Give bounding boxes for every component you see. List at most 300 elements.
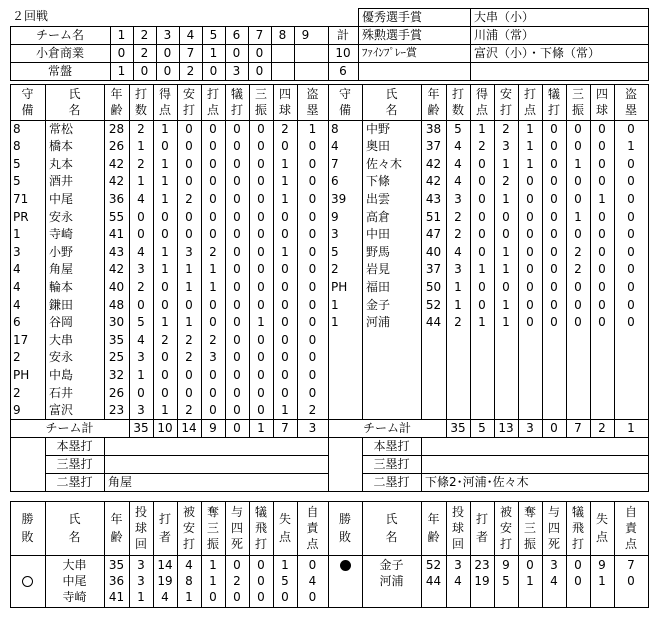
inning-header: 9 bbox=[301, 28, 310, 42]
player-age: 41 bbox=[108, 227, 125, 241]
header-char: 飛 bbox=[571, 521, 584, 535]
header-char: 盗 bbox=[306, 87, 319, 101]
pitcher-name: 寺崎 bbox=[62, 590, 87, 604]
player-stat: 1 bbox=[574, 157, 582, 171]
player-stat: 2 bbox=[185, 350, 193, 364]
column-header bbox=[566, 84, 590, 120]
team-total-stat: 0 bbox=[550, 421, 558, 435]
extra-hit-value bbox=[104, 455, 328, 473]
team-total-stat: 5 bbox=[478, 421, 486, 435]
player-stat: 0 bbox=[598, 245, 606, 259]
player-stat: 1 bbox=[502, 245, 510, 259]
player-position: 2 bbox=[13, 386, 21, 400]
award-value: 富沢（小）・下條（常） bbox=[474, 46, 601, 60]
column-header bbox=[328, 501, 362, 555]
extra-hit-label: 本塁打 bbox=[56, 439, 93, 453]
header-char: 飛 bbox=[254, 521, 267, 535]
header-char: 年 bbox=[110, 87, 123, 101]
player-stat: 0 bbox=[209, 174, 217, 188]
player-stat: 2 bbox=[209, 245, 217, 259]
player-name: 高倉 bbox=[366, 210, 391, 224]
inning-score: 0 bbox=[255, 64, 264, 78]
pitcher-stat: 0 bbox=[574, 574, 582, 588]
header-char: 点 bbox=[523, 103, 536, 117]
column-header bbox=[249, 84, 273, 120]
player-age: 38 bbox=[425, 122, 442, 136]
inning-header: 3 bbox=[163, 28, 172, 42]
header-char: 名 bbox=[68, 103, 81, 117]
extra-hit-value bbox=[104, 437, 328, 455]
player-position: 8 bbox=[331, 122, 339, 136]
player-stat: 0 bbox=[209, 157, 217, 171]
team-name: 常盤 bbox=[47, 64, 72, 78]
player-stat: 4 bbox=[137, 333, 145, 347]
player-age: 51 bbox=[425, 210, 442, 224]
player-position: 5 bbox=[13, 157, 21, 171]
header-char: 打 bbox=[499, 537, 512, 551]
inning-score: 0 bbox=[232, 46, 241, 60]
player-name: 河浦 bbox=[366, 315, 391, 329]
player-stat: 1 bbox=[185, 280, 193, 294]
player-position: 39 bbox=[331, 192, 347, 206]
header-char: 者 bbox=[158, 530, 171, 544]
team-total-stat: 35 bbox=[450, 421, 466, 435]
player-stat: 0 bbox=[550, 122, 558, 136]
column-header bbox=[225, 501, 249, 555]
header-char: 点 bbox=[624, 537, 637, 551]
header-char: 打 bbox=[571, 537, 584, 551]
header-char: 死 bbox=[230, 537, 243, 551]
header-char: 三 bbox=[571, 87, 584, 101]
header-char: 点 bbox=[306, 537, 319, 551]
rule-line bbox=[225, 419, 226, 438]
player-name: 安永 bbox=[49, 210, 74, 224]
player-name: 大串 bbox=[49, 333, 74, 347]
player-stat: 1 bbox=[281, 174, 289, 188]
player-stat: 0 bbox=[627, 280, 635, 294]
rule-line bbox=[446, 419, 447, 438]
pitcher-stat: 0 bbox=[627, 574, 635, 588]
player-stat: 0 bbox=[209, 122, 217, 136]
header-char: 安 bbox=[182, 87, 195, 101]
player-position: 8 bbox=[13, 139, 21, 153]
team-total-stat: 10 bbox=[157, 421, 173, 435]
player-stat: 2 bbox=[574, 245, 582, 259]
team-total: 10 bbox=[335, 46, 351, 60]
player-stat: 1 bbox=[454, 298, 462, 312]
player-stat: 0 bbox=[308, 139, 317, 153]
player-name: 奥田 bbox=[366, 139, 391, 153]
player-stat: 0 bbox=[257, 157, 265, 171]
header-char: 名 bbox=[385, 103, 398, 117]
column-header bbox=[297, 501, 328, 555]
player-stat: 0 bbox=[233, 157, 241, 171]
player-position: 4 bbox=[331, 139, 339, 153]
pitcher-stat: 0 bbox=[209, 590, 217, 604]
header-char: 与 bbox=[547, 505, 560, 519]
player-stat: 0 bbox=[598, 262, 606, 276]
header-char: 犠 bbox=[230, 87, 243, 101]
player-age: 37 bbox=[425, 262, 442, 276]
player-stat: 4 bbox=[137, 245, 145, 259]
header-char: 守 bbox=[21, 87, 34, 101]
player-age: 23 bbox=[108, 403, 125, 417]
header-char: 被 bbox=[182, 505, 195, 519]
column-header bbox=[129, 501, 153, 555]
inning-score bbox=[294, 44, 317, 62]
player-stat: 1 bbox=[257, 315, 265, 329]
rule-line bbox=[273, 419, 274, 438]
header-char: 数 bbox=[451, 103, 464, 117]
header-char: 球 bbox=[595, 103, 608, 117]
player-name: 中田 bbox=[366, 227, 391, 241]
inning-score: 2 bbox=[140, 46, 149, 60]
player-age: 42 bbox=[108, 174, 125, 188]
player-stat: 0 bbox=[209, 386, 217, 400]
player-stat: 3 bbox=[454, 262, 462, 276]
column-header bbox=[362, 501, 421, 555]
pitcher-stat: 1 bbox=[209, 558, 217, 572]
pitcher-stat: 23 bbox=[474, 558, 490, 572]
header-char: 得 bbox=[475, 87, 488, 101]
pitcher-age: 44 bbox=[425, 574, 442, 588]
header-char: 数 bbox=[134, 103, 147, 117]
player-stat: 0 bbox=[526, 192, 534, 206]
player-stat: 0 bbox=[627, 174, 635, 188]
team-name: 小倉商業 bbox=[35, 46, 84, 60]
column-header bbox=[494, 501, 518, 555]
player-stat: 0 bbox=[233, 280, 241, 294]
player-stat: 0 bbox=[137, 210, 145, 224]
header-char: 失 bbox=[595, 512, 608, 526]
rule-line bbox=[297, 419, 298, 438]
pitcher-stat: 19 bbox=[474, 574, 490, 588]
player-stat: 1 bbox=[281, 245, 289, 259]
player-name: 酒井 bbox=[49, 174, 74, 188]
player-stat: 0 bbox=[627, 298, 635, 312]
extra-hit-label: 二塁打 bbox=[56, 475, 93, 489]
player-stat: 0 bbox=[137, 298, 145, 312]
player-stat: 0 bbox=[308, 315, 317, 329]
column-header bbox=[446, 501, 470, 555]
inning-header: 7 bbox=[255, 28, 264, 42]
player-age: 44 bbox=[425, 315, 442, 329]
extra-hit-value bbox=[421, 437, 648, 455]
pitcher-stat: 9 bbox=[598, 558, 606, 572]
player-age: 37 bbox=[425, 139, 442, 153]
player-stat: 1 bbox=[137, 368, 145, 382]
player-age: 47 bbox=[425, 227, 442, 241]
player-stat: 1 bbox=[137, 139, 145, 153]
player-age: 42 bbox=[108, 262, 125, 276]
player-stat: 0 bbox=[233, 245, 241, 259]
header-char: 被 bbox=[499, 505, 512, 519]
result-cell bbox=[328, 573, 362, 589]
pitcher-age: 52 bbox=[425, 558, 442, 572]
inning-score: 0 bbox=[209, 64, 218, 78]
player-stat: 0 bbox=[281, 368, 289, 382]
pitcher-stat: 2 bbox=[233, 574, 241, 588]
pitcher-stat: 1 bbox=[526, 574, 534, 588]
round-title: ２回戦 bbox=[12, 9, 49, 23]
rule-line bbox=[518, 419, 519, 438]
player-stat: 0 bbox=[550, 262, 558, 276]
player-stat: 0 bbox=[598, 210, 606, 224]
column-header bbox=[104, 501, 129, 555]
player-stat: 1 bbox=[161, 192, 169, 206]
player-position: 5 bbox=[13, 174, 21, 188]
player-stat: 2 bbox=[454, 227, 462, 241]
header-char: 打 bbox=[547, 103, 560, 117]
player-stat: 0 bbox=[161, 386, 169, 400]
player-stat: 3 bbox=[137, 350, 145, 364]
team-total-stat: 0 bbox=[233, 421, 241, 435]
player-stat: 0 bbox=[257, 192, 265, 206]
header-char: 得 bbox=[158, 87, 171, 101]
player-stat: 0 bbox=[502, 227, 510, 241]
player-stat: 2 bbox=[137, 280, 145, 294]
player-name: 橋本 bbox=[49, 139, 74, 153]
player-stat: 1 bbox=[161, 122, 169, 136]
header-char: 自 bbox=[306, 505, 319, 519]
inning-score: 7 bbox=[186, 46, 195, 60]
team-total-stat: 3 bbox=[526, 421, 534, 435]
header-char: 失 bbox=[278, 512, 291, 526]
player-stat: 1 bbox=[478, 315, 486, 329]
player-stat: 0 bbox=[281, 280, 289, 294]
award-value: 川浦（常） bbox=[474, 28, 535, 42]
rule-line bbox=[201, 419, 202, 438]
team-total-stat: 9 bbox=[209, 421, 217, 435]
rule-line bbox=[10, 607, 649, 608]
pitcher-stat: 4 bbox=[308, 574, 317, 588]
pitcher-stat: 1 bbox=[137, 590, 145, 604]
player-stat: 0 bbox=[137, 386, 145, 400]
pitcher-stat: 0 bbox=[233, 558, 241, 572]
player-stat: 0 bbox=[209, 139, 217, 153]
player-stat: 0 bbox=[257, 403, 265, 417]
award-value: 大串（小） bbox=[474, 10, 535, 24]
player-name: 岩見 bbox=[366, 262, 391, 276]
column-header bbox=[362, 84, 421, 120]
player-stat: 0 bbox=[526, 210, 534, 224]
header-char: 齢 bbox=[110, 103, 123, 117]
total-header: 計 bbox=[336, 28, 349, 42]
player-stat: 0 bbox=[550, 192, 558, 206]
player-stat: 1 bbox=[502, 157, 510, 171]
pitcher-stat: 9 bbox=[502, 558, 510, 572]
pitcher-stat: 4 bbox=[161, 590, 169, 604]
player-position: 3 bbox=[331, 227, 339, 241]
rule-line bbox=[648, 84, 649, 438]
team-header: チーム名 bbox=[35, 28, 84, 42]
player-stat: 0 bbox=[550, 227, 558, 241]
column-header bbox=[542, 84, 566, 120]
pitcher-name: 大串 bbox=[62, 558, 87, 572]
player-stat: 0 bbox=[478, 192, 486, 206]
loss-dot-icon bbox=[340, 560, 351, 571]
player-age: 42 bbox=[108, 157, 125, 171]
player-stat: 0 bbox=[308, 333, 317, 347]
player-stat: 0 bbox=[233, 139, 241, 153]
player-position: PH bbox=[13, 368, 30, 382]
header-char: 点 bbox=[206, 103, 219, 117]
column-header bbox=[201, 84, 225, 120]
column-header bbox=[129, 84, 153, 120]
player-stat: 0 bbox=[550, 298, 558, 312]
player-stat: 0 bbox=[574, 298, 582, 312]
pitcher-stat: 7 bbox=[627, 558, 635, 572]
player-stat: 0 bbox=[574, 315, 582, 329]
award-label: 優秀選手賞 bbox=[362, 10, 423, 24]
header-char: 名 bbox=[68, 530, 81, 544]
inning-score: 3 bbox=[232, 64, 241, 78]
inning-score: 1 bbox=[117, 64, 126, 78]
inning-score: 0 bbox=[163, 64, 172, 78]
player-name: 小野 bbox=[49, 245, 74, 259]
team-total-stat: 35 bbox=[133, 421, 149, 435]
column-header bbox=[45, 501, 104, 555]
header-char: 投 bbox=[134, 505, 147, 519]
player-stat: 4 bbox=[454, 245, 462, 259]
pitcher-stat: 3 bbox=[137, 558, 145, 572]
header-char: 勝 bbox=[338, 512, 351, 526]
player-stat: 0 bbox=[185, 368, 193, 382]
rule-line bbox=[10, 80, 359, 81]
header-char: 安 bbox=[499, 87, 512, 101]
player-stat: 0 bbox=[478, 245, 486, 259]
pitcher-stat: 0 bbox=[574, 558, 582, 572]
team-total-stat: 14 bbox=[181, 421, 197, 435]
header-char: 投 bbox=[451, 505, 464, 519]
column-header bbox=[10, 84, 45, 120]
header-char: 球 bbox=[278, 103, 291, 117]
player-stat: 0 bbox=[308, 245, 317, 259]
player-stat: 1 bbox=[161, 262, 169, 276]
rule-line bbox=[10, 437, 11, 492]
rule-line bbox=[249, 419, 250, 438]
column-header bbox=[273, 84, 297, 120]
player-stat: 0 bbox=[478, 227, 486, 241]
player-age: 52 bbox=[425, 298, 442, 312]
player-age: 43 bbox=[108, 245, 125, 259]
column-header bbox=[470, 84, 494, 120]
header-char: 打 bbox=[182, 103, 195, 117]
team-total-stat: 1 bbox=[257, 421, 265, 435]
player-name: 金子 bbox=[366, 298, 391, 312]
player-stat: 1 bbox=[526, 139, 534, 153]
player-age: 25 bbox=[108, 350, 125, 364]
player-name: 輪本 bbox=[49, 280, 74, 294]
inning-header: 5 bbox=[209, 28, 218, 42]
player-stat: 0 bbox=[257, 350, 265, 364]
column-header bbox=[446, 84, 470, 120]
player-stat: 0 bbox=[526, 245, 534, 259]
player-stat: 1 bbox=[281, 403, 289, 417]
loss-mark-cell bbox=[328, 557, 362, 573]
player-position: 17 bbox=[13, 333, 29, 347]
inning-score bbox=[271, 44, 294, 62]
rule-line bbox=[648, 419, 649, 438]
pitcher-stat: 1 bbox=[209, 574, 217, 588]
player-stat: 0 bbox=[185, 386, 193, 400]
header-char: 打 bbox=[451, 87, 464, 101]
player-stat: 0 bbox=[550, 315, 558, 329]
pitcher-stat: 3 bbox=[550, 558, 558, 572]
player-name: 富沢 bbox=[49, 403, 74, 417]
award-label: ﾌｧｲﾝﾌﾟﾚｰ賞 bbox=[362, 46, 417, 59]
header-char: 氏 bbox=[68, 87, 81, 101]
player-stat: 2 bbox=[185, 192, 193, 206]
header-char: 氏 bbox=[68, 512, 81, 526]
player-name: 石井 bbox=[49, 386, 74, 400]
player-position: 6 bbox=[13, 315, 21, 329]
player-stat: 0 bbox=[281, 350, 289, 364]
player-stat: 0 bbox=[161, 227, 169, 241]
player-stat: 0 bbox=[257, 280, 265, 294]
player-stat: 0 bbox=[627, 227, 635, 241]
inning-score: 0 bbox=[255, 46, 264, 60]
player-stat: 0 bbox=[233, 368, 241, 382]
player-stat: 0 bbox=[598, 157, 606, 171]
player-name: 下條 bbox=[366, 174, 391, 188]
header-char: 年 bbox=[427, 512, 440, 526]
player-stat: 0 bbox=[627, 245, 635, 259]
team-total-stat: 7 bbox=[574, 421, 582, 435]
header-char: 盗 bbox=[624, 87, 637, 101]
player-stat: 0 bbox=[233, 210, 241, 224]
column-header bbox=[273, 501, 297, 555]
rule-line bbox=[590, 419, 591, 438]
player-stat: 2 bbox=[137, 122, 145, 136]
player-position: PR bbox=[13, 210, 29, 224]
player-stat: 1 bbox=[161, 157, 169, 171]
header-char: 点 bbox=[595, 530, 608, 544]
header-char: 四 bbox=[547, 521, 560, 535]
player-stat: 0 bbox=[281, 210, 289, 224]
rule-line bbox=[129, 419, 130, 438]
pitcher-stat: 0 bbox=[257, 574, 265, 588]
player-stat: 0 bbox=[161, 139, 169, 153]
player-position: 9 bbox=[13, 403, 21, 417]
player-position: 4 bbox=[13, 280, 21, 294]
player-stat: 2 bbox=[308, 403, 317, 417]
player-stat: 0 bbox=[209, 192, 217, 206]
inning-header: 1 bbox=[117, 28, 126, 42]
player-name: 角屋 bbox=[49, 262, 74, 276]
pitcher-stat: 14 bbox=[157, 558, 173, 572]
column-header bbox=[201, 501, 225, 555]
player-stat: 1 bbox=[185, 315, 193, 329]
header-char: 塁 bbox=[306, 103, 319, 117]
inning-header: 8 bbox=[278, 28, 287, 42]
rule-line bbox=[566, 419, 567, 438]
header-char: 点 bbox=[278, 530, 291, 544]
column-header bbox=[297, 84, 328, 120]
player-stat: 1 bbox=[526, 122, 534, 136]
player-stat: 0 bbox=[281, 227, 289, 241]
player-stat: 0 bbox=[257, 245, 265, 259]
player-age: 36 bbox=[108, 192, 125, 206]
player-stat: 0 bbox=[281, 298, 289, 312]
pitcher-stat: 0 bbox=[257, 558, 265, 572]
player-position: 1 bbox=[331, 298, 339, 312]
player-stat: 4 bbox=[454, 174, 462, 188]
player-name: 佐々木 bbox=[366, 157, 403, 171]
player-stat: 1 bbox=[137, 174, 145, 188]
player-name: 安永 bbox=[49, 350, 74, 364]
column-header bbox=[10, 501, 45, 555]
